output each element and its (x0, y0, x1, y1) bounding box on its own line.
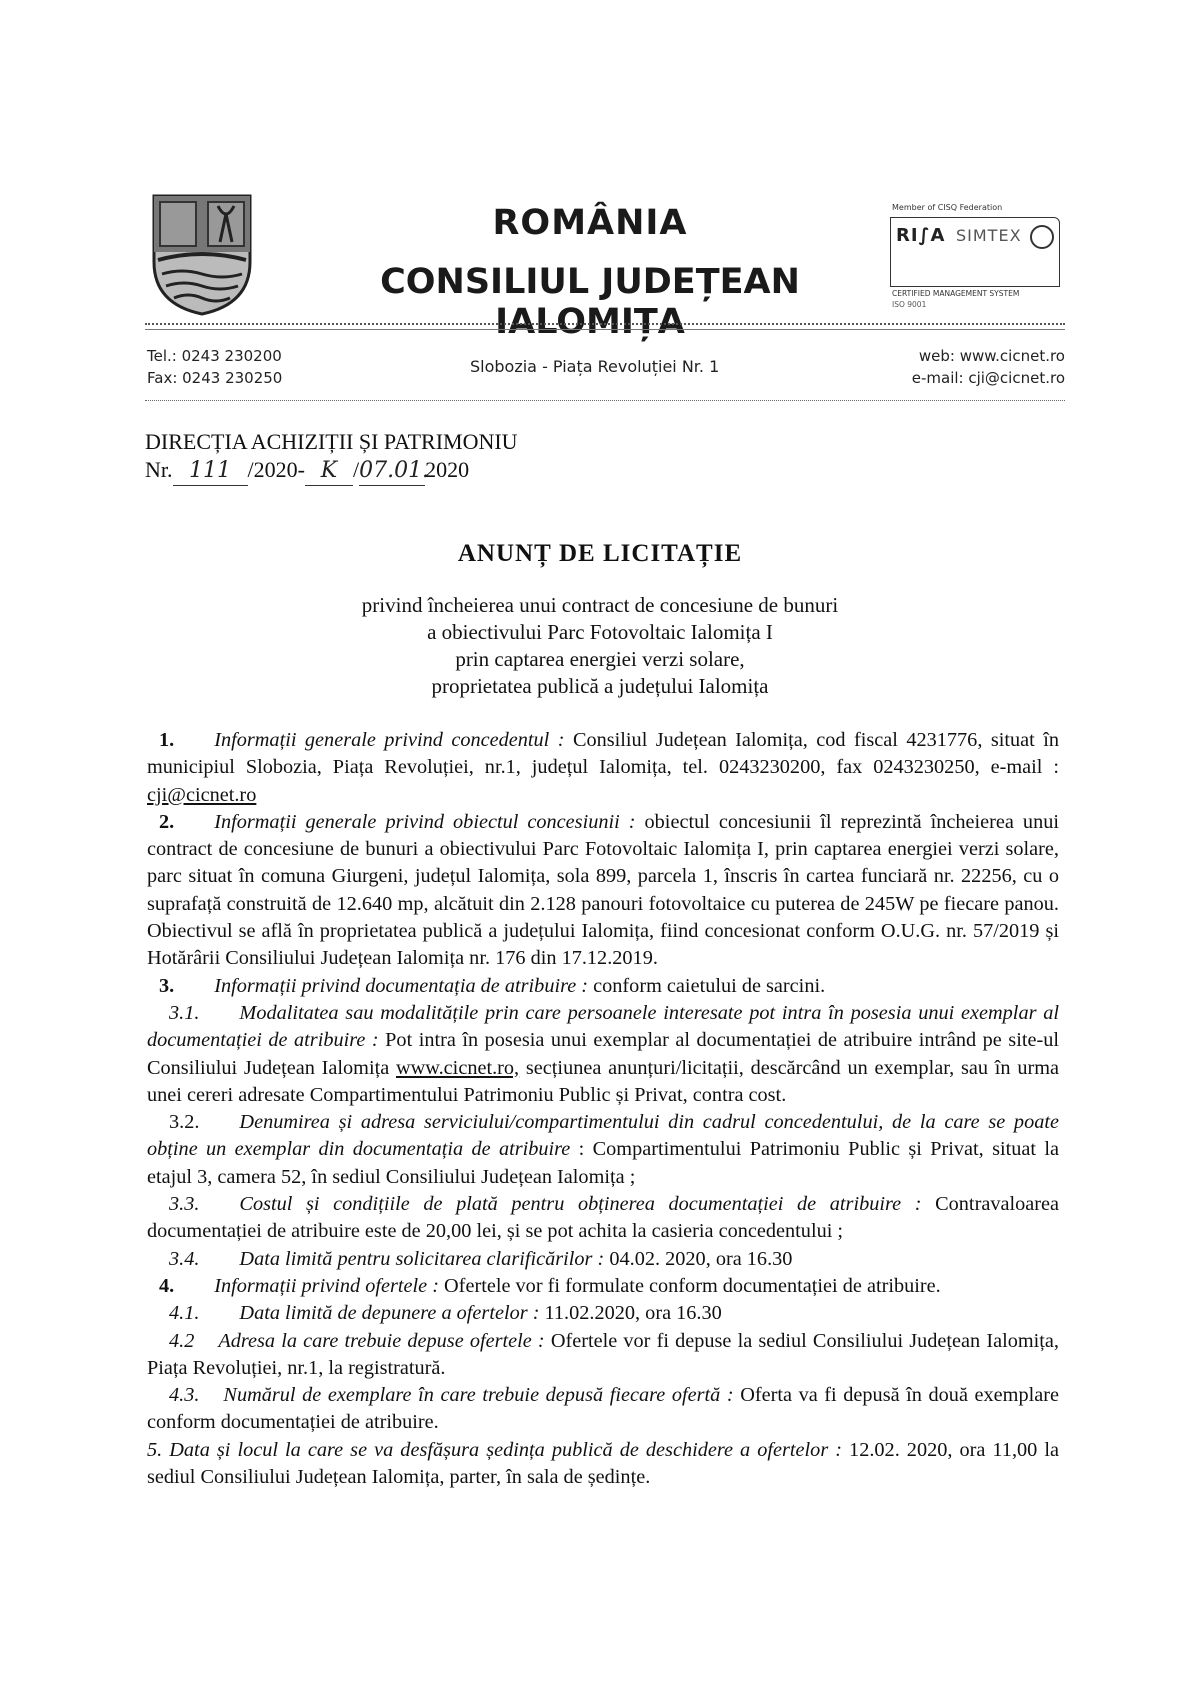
section-number: 1. (159, 729, 175, 751)
cert-system-text: CERTIFIED MANAGEMENT SYSTEM (892, 289, 1020, 298)
nr-year: 2020 (425, 457, 470, 482)
header-divider (145, 323, 1065, 325)
section-4-3 (147, 1382, 1059, 1437)
section-4 (147, 1273, 1059, 1300)
section-4-1 (147, 1300, 1059, 1327)
section-number: 3.1. (169, 1001, 200, 1024)
section-label: Informații generale privind obiectul concesiunii : (214, 810, 636, 833)
website-link[interactable]: www.cicnet.ro, (395, 1056, 520, 1079)
section-text: : Compartimentului Patrimoniu Public și Privat, situat la etajul 3, camera 52, în sediul Consiliului Județean Ialomița ; (147, 1138, 1059, 1188)
registration-number (145, 456, 518, 486)
section-label: Modalitatea sau modalitățile prin care persoanele interesate pot intra în posesia unui exemplar al documentației de atribuire : (147, 1001, 1059, 1052)
section-4-2 (147, 1328, 1059, 1383)
nr-mid: /2020- (247, 457, 305, 482)
contact-tel: Tel.: 0243 230200 (147, 347, 282, 365)
document-title: ANUNȚ DE LICITAȚIE (457, 540, 743, 567)
section-number: 3. (159, 974, 175, 997)
cert-logo-rina: RI∫A (896, 225, 946, 246)
section-text: conform caietului de sarcini. (588, 974, 826, 997)
section-label: Data limită de depunere a ofertelor : (239, 1302, 540, 1325)
document-subtitle (0, 592, 1200, 700)
section-3-2 (147, 1109, 1059, 1191)
section-number: 4.1. (169, 1302, 200, 1325)
section-label: Data limită pentru solicitarea clarificărilor : (239, 1247, 605, 1270)
contact-web: web: www.cicnet.ro (918, 347, 1065, 365)
section-3-3 (147, 1191, 1059, 1246)
section-text: Ofertele vor fi depuse la sediul Consiliului Județean Ialomița, Piața Revoluției, nr.1, la registratură. (147, 1329, 1059, 1379)
section-2 (147, 809, 1059, 973)
section-text: 12.02. 2020, ora 11,00 la sediul Consiliului Județean Ialomița, parter, în sala de ședințe. (147, 1438, 1059, 1489)
section-3 (147, 973, 1059, 1000)
section-number: 4.3. (169, 1384, 200, 1407)
nr-slash: / (352, 457, 360, 482)
nr-prefix: Nr. (145, 457, 173, 482)
section-text: Pot intra în posesia unui exemplar al documentației de atribuire intrând pe site-ul Consiliului Județean Ialomița (147, 1029, 1059, 1079)
section-3-1 (147, 1000, 1059, 1109)
section-text: Contravaloarea documentației de atribuire este de 20,00 lei, și se pot achita la casieria concedentului ; (147, 1193, 1059, 1243)
reference-block (145, 428, 518, 486)
section-label: Denumirea și adresa serviciului/compartimentului din cadrul concedentului, de la care se poate obține un exemplar din documentația de atribuire (147, 1111, 1059, 1161)
subtitle-line: privind încheierea unui contract de concesiune de bunuri (361, 593, 839, 617)
county-crest-logo (150, 192, 254, 317)
nr-handwritten-date: 07.01. (359, 457, 425, 486)
section-text: Oferta va fi depusă în două exemplare conform documentației de atribuire. (147, 1384, 1059, 1434)
section-5 (147, 1437, 1059, 1492)
subtitle-line: proprietatea publică a județului Ialomița (431, 674, 769, 698)
contact-email: e-mail: cji@cicnet.ro (911, 369, 1065, 387)
subtitle-line: prin captarea energiei verzi solare, (455, 647, 745, 671)
section-number: 3.3. (169, 1193, 200, 1216)
certification-mark (890, 203, 1062, 311)
section-number: 2. (159, 810, 175, 833)
section-text: Ofertele vor fi formulate conform documentației de atribuire. (438, 1274, 941, 1297)
section-number: 3.2. (169, 1111, 200, 1134)
contact-divider (145, 400, 1065, 401)
header-country: ROMÂNIA (492, 203, 688, 243)
section-text: secțiunea anunțuri/licitații, descărcând un exemplar, sau în urma unei cereri adresate Compartimentului Patrimoniu Public și Privat, contra cost. (147, 1056, 1059, 1106)
header-council: CONSILIUL JUDEȚEAN IALOMIȚA (380, 262, 800, 342)
section-label: Adresa la care trebuie depuse ofertele : (218, 1329, 545, 1352)
section-text: 11.02.2020, ora 16.30 (539, 1302, 722, 1325)
document-body (147, 727, 1059, 1491)
contact-fax: Fax: 0243 230250 (147, 369, 283, 387)
cert-member-text: Member of CISQ Federation (892, 203, 1003, 212)
contact-web-email (912, 345, 1065, 389)
section-label: Informații privind ofertele : (214, 1274, 439, 1297)
nr-handwritten: 111 (173, 457, 248, 486)
nr-handwritten-letter: K (305, 457, 353, 486)
section-3-4 (147, 1246, 1059, 1273)
section-number: 5. (147, 1438, 163, 1461)
contact-address: Slobozia - Piața Revoluției Nr. 1 (470, 357, 720, 376)
department-name: DIRECȚIA ACHIZIȚII ȘI PATRIMONIU (145, 429, 518, 454)
section-text: Consiliul Județean Ialomița, cod fiscal 4231776, situat în municipiul Slobozia, Piața Revoluției, nr.1, județul Ialomița, tel. 0243230200, fax 0243230250, e-mail : (147, 729, 1059, 779)
section-label: Costul și condițiile de plată pentru obținerea documentației de atribuire : (239, 1193, 922, 1216)
section-number: 3.4. (169, 1247, 200, 1270)
cert-iso-text: ISO 9001 (892, 300, 927, 309)
contact-phone-fax (147, 345, 282, 389)
cert-ring-icon (1030, 225, 1054, 249)
subtitle-line: a obiectivului Parc Fotovoltaic Ialomița I (427, 620, 773, 644)
section-number: 4. (159, 1274, 175, 1297)
section-label: Informații generale privind concedentul : (214, 729, 565, 751)
section-label: Informații privind documentația de atribuire : (214, 974, 589, 997)
section-label: Data și locul la care se va desfășura ședința publică de deschidere a ofertelor : (169, 1438, 843, 1461)
section-text: obiectul concesiunii îl reprezintă încheierea unui contract de concesiune de bunuri a obiectivului Parc Fotovoltaic Ialomița I, prin captarea energiei verzi solare, parc situat în comuna Giurgeni, județul Ialomița, sola 899, parcela 1, înscris în cartea funciară nr. 22256, cu o suprafață construită de 12.640 mp, alcătuit din 2.128 panouri fotovoltaice cu puterea de 245W pe fiecare panou. Obiectivul se află în proprietatea publică a județului Ialomița, fiind concesionat conform O.U.G. nr. 57/2019 și Hotărârii Consiliului Județean Ialomița nr. 176 din 17.12.2019. (147, 810, 1059, 970)
section-number: 4.2 (169, 1329, 195, 1352)
section-1 (147, 727, 1059, 809)
cert-logo-simtex: SIMTEX (956, 226, 1022, 245)
section-text: 04.02. 2020, ora 16.30 (604, 1247, 793, 1270)
email-link[interactable]: cji@cicnet.ro (147, 783, 257, 806)
section-label: Numărul de exemplare în care trebuie depusă fiecare ofertă : (223, 1384, 734, 1407)
header-divider-2 (145, 329, 1065, 330)
